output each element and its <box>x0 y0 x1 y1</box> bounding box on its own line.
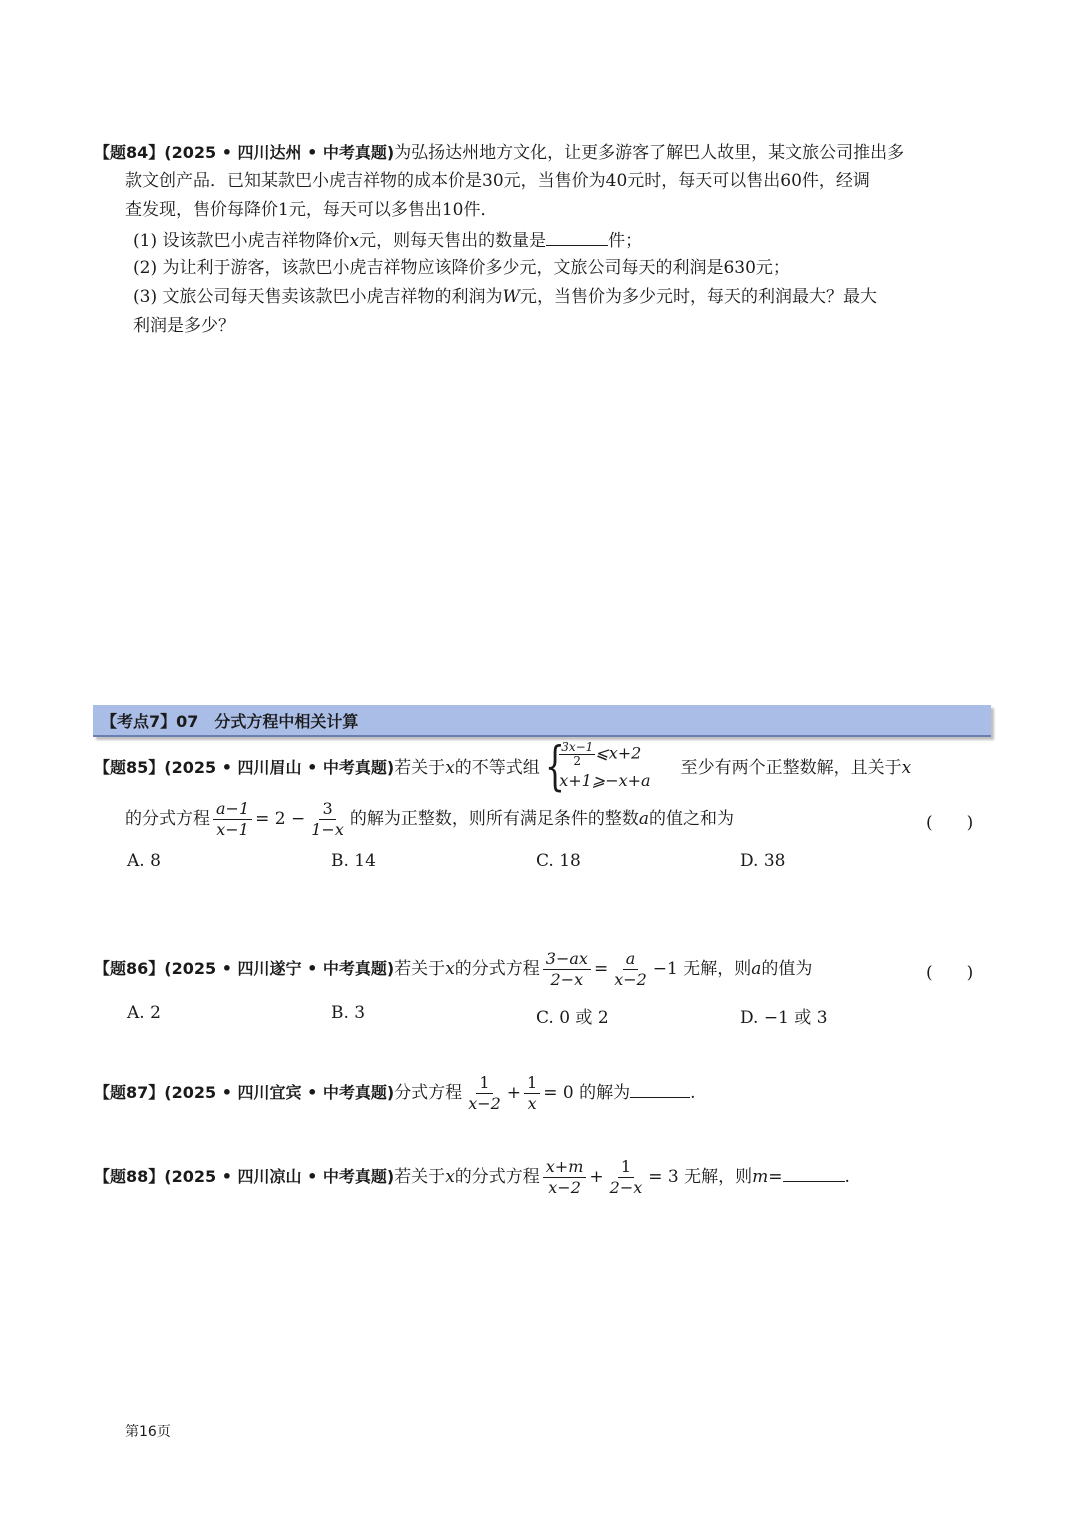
q86-line1 <box>94 947 812 991</box>
q84-part3 <box>133 285 877 309</box>
q87-frac1-den: x−2 <box>468 1094 501 1113</box>
q86-option-a[interactable]: A. 2 <box>127 1003 161 1023</box>
q85-line2-c: 的值之和为 <box>649 809 734 829</box>
q85-ineq-den: 2 <box>573 754 582 768</box>
q88-text-a: 若关于 <box>394 1167 446 1187</box>
q86-source: (2025 • 四川遂宁 • 中考真题) <box>164 959 395 978</box>
q85-ineq-num: 3x−1 <box>561 740 594 754</box>
q85-text-c: 至少有两个正整数解，且关于 <box>680 758 902 778</box>
q88-text-b: 的分式方程 <box>454 1167 540 1187</box>
q85-option-a[interactable]: A. 8 <box>127 851 161 871</box>
q88-tag: 【题88】 <box>94 1167 165 1186</box>
q88-plus: + <box>589 1167 604 1187</box>
q86-frac2-num: a <box>623 949 639 970</box>
q85-inequality-system <box>545 737 675 797</box>
q87-source: (2025 • 四川宜宾 • 中考真题) <box>164 1083 395 1102</box>
q87-answer-blank[interactable] <box>630 1079 690 1098</box>
q84-var-x: x <box>349 231 360 251</box>
q86-frac1-den: 2−x <box>550 970 584 989</box>
q86-answer-paren[interactable]: ( ) <box>926 963 974 983</box>
q84-part1-text: (1) 设该款巴小虎吉祥物降价 <box>133 231 350 251</box>
q84-part3-text: (3) 文旅公司每天售卖该款巴小虎吉祥物的利润为 <box>133 287 503 307</box>
q86-tag: 【题86】 <box>94 959 165 978</box>
q88-end: . <box>844 1167 850 1187</box>
q88-source: (2025 • 四川凉山 • 中考真题) <box>164 1167 395 1186</box>
q85-ineq-2: x+1⩾−x+a <box>559 771 651 790</box>
section-header-bar <box>93 705 991 737</box>
q88-tail: = 3 无解，则 <box>648 1167 753 1187</box>
q87-frac1-num: 1 <box>476 1073 492 1094</box>
q86-eq: = <box>593 959 609 979</box>
q88-var-m: m <box>752 1167 769 1187</box>
q88-eq: = <box>768 1167 783 1187</box>
q85-option-b[interactable]: B. 14 <box>331 851 376 871</box>
q85-text-a: 若关于 <box>394 758 446 778</box>
q87-tail: = 0 的解为 <box>543 1083 631 1103</box>
q87-end: . <box>690 1083 696 1103</box>
q84-stem-3: 查发现，售价每降价1元，每天可以多售出10件． <box>125 200 498 220</box>
q87-frac2-den: x <box>527 1094 537 1113</box>
q85-frac1-den: x−1 <box>216 820 249 839</box>
q84-part2: (2) 为让利于游客，该款巴小虎吉祥物应该降价多少元，文旅公司每天的利润是630元； <box>133 258 790 278</box>
q85-ineq-rest: ⩽x+2 <box>595 743 642 763</box>
q88-frac2-num: 1 <box>618 1157 634 1178</box>
q87-frac2-num: 1 <box>524 1073 540 1094</box>
q88-frac1-num: x+m <box>543 1157 587 1178</box>
q84-line1 <box>94 141 904 165</box>
q85-line2-b: 的解为正整数，则所有满足条件的整数 <box>349 809 639 829</box>
q85-ineq-1 <box>559 741 641 768</box>
q84-answer-blank[interactable] <box>546 227 608 246</box>
q88-frac1-den: x−2 <box>548 1178 581 1197</box>
q84-part3-text-b: 元，当售价为多少元时，每天的利润最大？最大 <box>519 287 877 307</box>
q84-part1 <box>133 227 642 253</box>
q84-tag: 【题84】 <box>94 143 165 162</box>
q85-option-d[interactable]: D. 38 <box>740 851 786 871</box>
q85-option-c[interactable]: C. 18 <box>536 851 581 871</box>
q86-frac2-den: x−2 <box>614 970 647 989</box>
q85-text-b: 的不等式组 <box>454 758 540 778</box>
section-title: 【考点7】07 分式方程中相关计算 <box>101 712 359 731</box>
q85-frac2-den: 1−x <box>311 820 344 839</box>
q84-stem-1: 为弘扬达州地方文化，让更多游客了解巴人故里，某文旅公司推出多 <box>394 143 905 163</box>
page-number: 第16页 <box>125 1424 171 1440</box>
q87-plus: + <box>506 1083 522 1103</box>
q84-source: (2025 • 四川达州 • 中考真题) <box>164 143 395 162</box>
q85-tag: 【题85】 <box>94 758 165 777</box>
q84-part3-cont: 利润是多少？ <box>133 316 235 336</box>
q86-option-d[interactable]: D. −1 或 3 <box>740 1008 828 1028</box>
q88-frac2-den: 2−x <box>609 1178 643 1197</box>
q85-answer-paren[interactable]: ( ) <box>926 813 974 833</box>
q85-line1 <box>94 737 912 797</box>
q86-frac1-num: 3−ax <box>543 949 591 970</box>
q85-source: (2025 • 四川眉山 • 中考真题) <box>164 758 395 777</box>
q84-part1-text-c: 件； <box>608 231 643 251</box>
q86-option-b[interactable]: B. 3 <box>331 1003 366 1023</box>
q87-tag: 【题87】 <box>94 1083 165 1102</box>
q87-line1 <box>94 1071 696 1115</box>
q85-eq-mid: = 2 − <box>255 809 306 829</box>
q84-part1-text-b: 元，则每天售出的数量是 <box>359 231 547 251</box>
q88-answer-blank[interactable] <box>783 1163 845 1182</box>
q86-tail: −1 无解，则 <box>652 959 752 979</box>
q85-line2-a: 的分式方程 <box>125 809 210 829</box>
q85-frac2-num: 3 <box>319 799 335 820</box>
q86-text-c: 的值为 <box>761 959 813 979</box>
q86-var-x: x <box>445 959 455 979</box>
q84-stem-2: 款文创产品．已知某款巴小虎吉祥物的成本价是30元，当售价为40元时，每天可以售出60件，经调 <box>125 171 870 191</box>
q85-var-x: x <box>445 758 455 778</box>
q86-text-b: 的分式方程 <box>454 959 540 979</box>
brace-icon: { <box>545 737 566 797</box>
q85-var-x-2: x <box>901 758 912 778</box>
q86-var-a: a <box>751 959 762 979</box>
q88-line1 <box>94 1155 850 1199</box>
q87-text-a: 分式方程 <box>394 1083 463 1103</box>
q85-var-a: a <box>638 809 649 829</box>
q88-var-x: x <box>445 1167 455 1187</box>
q85-frac1-num: a−1 <box>213 799 252 820</box>
q85-line2 <box>125 797 734 841</box>
q86-text-a: 若关于 <box>394 959 446 979</box>
q86-option-c[interactable]: C. 0 或 2 <box>536 1008 609 1028</box>
q84-var-w: W <box>502 287 520 307</box>
